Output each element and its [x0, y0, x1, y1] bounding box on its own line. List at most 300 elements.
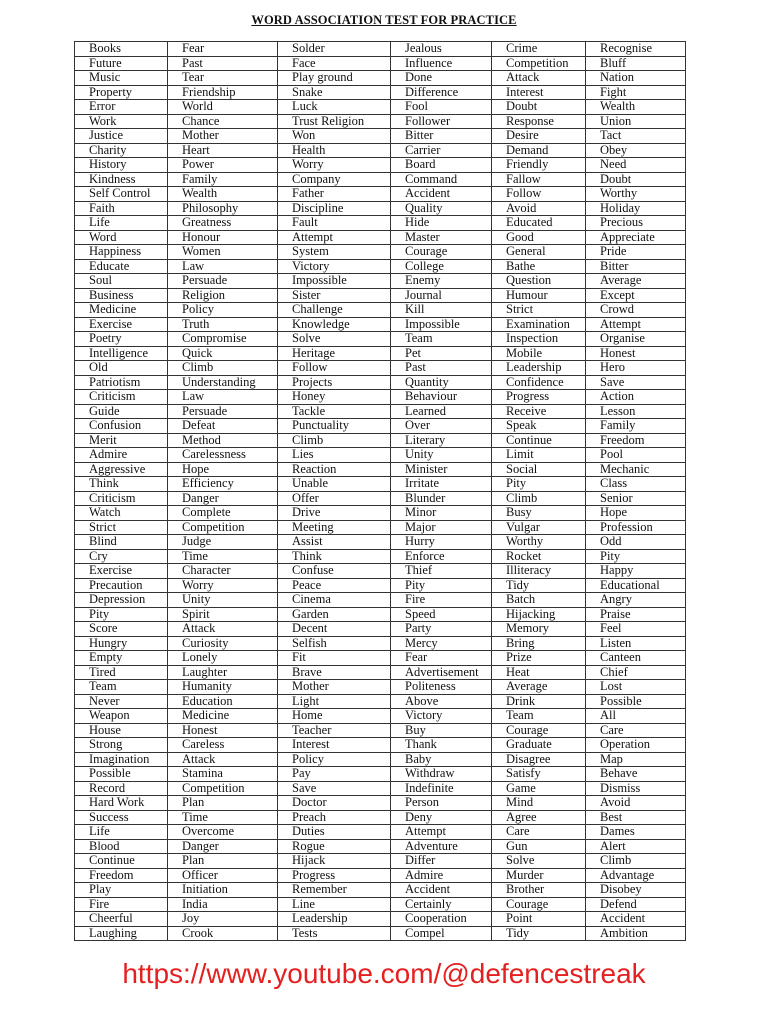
word-cell: Understanding — [168, 375, 278, 390]
word-cell: Pity — [586, 549, 686, 564]
word-cell: Precaution — [75, 578, 168, 593]
word-cell: Score — [75, 622, 168, 637]
word-cell: Tidy — [492, 578, 586, 593]
table-row — [75, 578, 686, 593]
word-cell: Command — [391, 172, 492, 187]
word-cell: Laughter — [168, 665, 278, 680]
word-cell: Fight — [586, 85, 686, 100]
word-cell: Withdraw — [391, 767, 492, 782]
word-cell: Angry — [586, 593, 686, 608]
table-row — [75, 564, 686, 579]
word-cell: Accident — [391, 187, 492, 202]
word-cell: Holiday — [586, 201, 686, 216]
word-cell: Fire — [391, 593, 492, 608]
word-cell: All — [586, 709, 686, 724]
word-cell: Hope — [168, 462, 278, 477]
word-cell: Drink — [492, 694, 586, 709]
word-cell: Freedom — [75, 868, 168, 883]
word-cell: Doctor — [278, 796, 391, 811]
word-cell: Quality — [391, 201, 492, 216]
word-cell: Women — [168, 245, 278, 260]
table-row — [75, 694, 686, 709]
word-cell: Solve — [278, 332, 391, 347]
table-row — [75, 216, 686, 231]
word-cell: Prize — [492, 651, 586, 666]
word-cell: Law — [168, 259, 278, 274]
word-cell: Truth — [168, 317, 278, 332]
word-cell: Point — [492, 912, 586, 927]
word-cell: Admire — [75, 448, 168, 463]
word-cell: Attempt — [278, 230, 391, 245]
word-cell: Worthy — [586, 187, 686, 202]
word-cell: Good — [492, 230, 586, 245]
word-cell: Admire — [391, 868, 492, 883]
word-cell: Knowledge — [278, 317, 391, 332]
word-cell: Courage — [492, 723, 586, 738]
word-cell: Worthy — [492, 535, 586, 550]
word-cell: Indefinite — [391, 781, 492, 796]
word-cell: Decent — [278, 622, 391, 637]
word-cell: Busy — [492, 506, 586, 521]
word-cell: Overcome — [168, 825, 278, 840]
word-cell: Courage — [391, 245, 492, 260]
word-cell: Game — [492, 781, 586, 796]
word-cell: Response — [492, 114, 586, 129]
word-cell: Honour — [168, 230, 278, 245]
word-cell: Team — [391, 332, 492, 347]
word-cell: Adventure — [391, 839, 492, 854]
word-cell: Crook — [168, 926, 278, 941]
word-cell: Done — [391, 71, 492, 86]
word-cell: Light — [278, 694, 391, 709]
word-cell: Mercy — [391, 636, 492, 651]
table-row — [75, 433, 686, 448]
word-cell: Strong — [75, 738, 168, 753]
word-cell: Behaviour — [391, 390, 492, 405]
table-row — [75, 462, 686, 477]
word-cell: Accident — [586, 912, 686, 927]
word-cell: Victory — [391, 709, 492, 724]
word-cell: Heart — [168, 143, 278, 158]
word-cell: Tact — [586, 129, 686, 144]
word-cell: Person — [391, 796, 492, 811]
word-cell: Average — [586, 274, 686, 289]
word-cell: Judge — [168, 535, 278, 550]
word-cell: Baby — [391, 752, 492, 767]
word-cell: Mind — [492, 796, 586, 811]
word-cell: Humanity — [168, 680, 278, 695]
table-row — [75, 897, 686, 912]
word-cell: Laughing — [75, 926, 168, 941]
table-row — [75, 839, 686, 854]
word-cell: Power — [168, 158, 278, 173]
word-cell: Master — [391, 230, 492, 245]
word-cell: Alert — [586, 839, 686, 854]
word-cell: Murder — [492, 868, 586, 883]
word-cell: Agree — [492, 810, 586, 825]
word-cell: Merit — [75, 433, 168, 448]
word-cell: Books — [75, 42, 168, 57]
word-cell: Fit — [278, 651, 391, 666]
word-cell: Fool — [391, 100, 492, 115]
word-cell: Courage — [492, 897, 586, 912]
word-cell: Educated — [492, 216, 586, 231]
word-cell: Past — [168, 56, 278, 71]
word-cell: Gun — [492, 839, 586, 854]
table-row — [75, 549, 686, 564]
table-row — [75, 535, 686, 550]
word-cell: Confuse — [278, 564, 391, 579]
table-row — [75, 317, 686, 332]
word-cell: Enemy — [391, 274, 492, 289]
word-cell: Solve — [492, 854, 586, 869]
word-cell: Avoid — [492, 201, 586, 216]
word-cell: Union — [586, 114, 686, 129]
word-cell: Carrier — [391, 143, 492, 158]
word-cell: Family — [168, 172, 278, 187]
table-row — [75, 854, 686, 869]
word-cell: Unity — [391, 448, 492, 463]
word-cell: Lonely — [168, 651, 278, 666]
word-cell: Buy — [391, 723, 492, 738]
word-cell: Leadership — [492, 361, 586, 376]
word-cell: System — [278, 245, 391, 260]
word-cell: Jealous — [391, 42, 492, 57]
word-cell: Board — [391, 158, 492, 173]
word-cell: Lost — [586, 680, 686, 695]
word-cell: Possible — [75, 767, 168, 782]
word-cell: Tired — [75, 665, 168, 680]
word-cell: Poetry — [75, 332, 168, 347]
word-cell: Best — [586, 810, 686, 825]
word-cell: Disobey — [586, 883, 686, 898]
table-row — [75, 375, 686, 390]
word-cell: Pride — [586, 245, 686, 260]
table-row — [75, 723, 686, 738]
word-cell: Doubt — [492, 100, 586, 115]
word-cell: Bitter — [391, 129, 492, 144]
word-cell: Fallow — [492, 172, 586, 187]
word-cell: Dames — [586, 825, 686, 840]
word-cell: Deny — [391, 810, 492, 825]
word-cell: Persuade — [168, 404, 278, 419]
table-row — [75, 781, 686, 796]
word-cell: Average — [492, 680, 586, 695]
word-cell: Religion — [168, 288, 278, 303]
word-cell: Danger — [168, 839, 278, 854]
word-cell: Success — [75, 810, 168, 825]
word-cell: Quantity — [391, 375, 492, 390]
word-cell: Bluff — [586, 56, 686, 71]
table-row — [75, 230, 686, 245]
word-cell: Examination — [492, 317, 586, 332]
word-cell: Business — [75, 288, 168, 303]
word-cell: Offer — [278, 491, 391, 506]
table-row — [75, 158, 686, 173]
table-row — [75, 172, 686, 187]
word-cell: Play — [75, 883, 168, 898]
word-cell: Hope — [586, 506, 686, 521]
word-cell: Persuade — [168, 274, 278, 289]
word-cell: Joy — [168, 912, 278, 927]
word-cell: General — [492, 245, 586, 260]
word-cell: Blind — [75, 535, 168, 550]
word-cell: Faith — [75, 201, 168, 216]
word-cell: Tear — [168, 71, 278, 86]
word-cell: Save — [586, 375, 686, 390]
word-cell: Teacher — [278, 723, 391, 738]
table-row — [75, 419, 686, 434]
word-cell: Compel — [391, 926, 492, 941]
word-cell: Bring — [492, 636, 586, 651]
word-cell: Team — [75, 680, 168, 695]
word-cell: Heritage — [278, 346, 391, 361]
word-cell: Tackle — [278, 404, 391, 419]
word-cell: Enforce — [391, 549, 492, 564]
word-cell: Need — [586, 158, 686, 173]
word-cell: Duties — [278, 825, 391, 840]
word-cell: Bathe — [492, 259, 586, 274]
table-row — [75, 680, 686, 695]
table-row — [75, 738, 686, 753]
word-cell: Projects — [278, 375, 391, 390]
word-cell: Lesson — [586, 404, 686, 419]
table-row — [75, 665, 686, 680]
word-cell: Profession — [586, 520, 686, 535]
table-row — [75, 883, 686, 898]
word-cell: Error — [75, 100, 168, 115]
word-cell: Officer — [168, 868, 278, 883]
word-cell: Greatness — [168, 216, 278, 231]
word-cell: Preach — [278, 810, 391, 825]
word-cell: Follow — [278, 361, 391, 376]
table-row — [75, 520, 686, 535]
word-cell: Family — [586, 419, 686, 434]
table-row — [75, 448, 686, 463]
table-row — [75, 477, 686, 492]
word-cell: Hurry — [391, 535, 492, 550]
table-row — [75, 390, 686, 405]
word-cell: Home — [278, 709, 391, 724]
page-title: WORD ASSOCIATION TEST FOR PRACTICE — [251, 13, 517, 27]
word-cell: Pity — [391, 578, 492, 593]
word-cell: Unable — [278, 477, 391, 492]
word-cell: Doubt — [586, 172, 686, 187]
word-cell: Speak — [492, 419, 586, 434]
word-cell: Careless — [168, 738, 278, 753]
word-cell: Leadership — [278, 912, 391, 927]
word-cell: Snake — [278, 85, 391, 100]
word-cell: Cry — [75, 549, 168, 564]
word-cell: Follower — [391, 114, 492, 129]
word-cell: Play ground — [278, 71, 391, 86]
word-cell: Heat — [492, 665, 586, 680]
word-cell: Wealth — [168, 187, 278, 202]
table-row — [75, 143, 686, 158]
word-cell: Minister — [391, 462, 492, 477]
word-cell: Attack — [168, 752, 278, 767]
word-cell: Won — [278, 129, 391, 144]
word-cell: Imagination — [75, 752, 168, 767]
word-cell: Graduate — [492, 738, 586, 753]
word-cell: Climb — [492, 491, 586, 506]
word-cell: Cooperation — [391, 912, 492, 927]
word-cell: Father — [278, 187, 391, 202]
word-cell: Company — [278, 172, 391, 187]
word-cell: Policy — [278, 752, 391, 767]
word-cell: Hero — [586, 361, 686, 376]
word-cell: Line — [278, 897, 391, 912]
word-cell: Hijack — [278, 854, 391, 869]
word-cell: Past — [391, 361, 492, 376]
word-cell: Meeting — [278, 520, 391, 535]
word-cell: Accident — [391, 883, 492, 898]
word-cell: Criticism — [75, 390, 168, 405]
table-row — [75, 709, 686, 724]
word-cell: Confusion — [75, 419, 168, 434]
word-cell: Education — [168, 694, 278, 709]
word-cell: Think — [278, 549, 391, 564]
word-cell: Old — [75, 361, 168, 376]
word-cell: Method — [168, 433, 278, 448]
word-cell: Interest — [278, 738, 391, 753]
word-cell: Learned — [391, 404, 492, 419]
word-cell: Nation — [586, 71, 686, 86]
word-cell: Friendly — [492, 158, 586, 173]
word-cell: Impossible — [391, 317, 492, 332]
word-cell: Depression — [75, 593, 168, 608]
word-cell: Differ — [391, 854, 492, 869]
word-cell: Precious — [586, 216, 686, 231]
word-cell: Intelligence — [75, 346, 168, 361]
word-cell: Receive — [492, 404, 586, 419]
word-cell: Advertisement — [391, 665, 492, 680]
table-row — [75, 85, 686, 100]
word-cell: Desire — [492, 129, 586, 144]
word-cell: Guide — [75, 404, 168, 419]
table-row — [75, 56, 686, 71]
word-cell: Senior — [586, 491, 686, 506]
table-row — [75, 752, 686, 767]
word-cell: Stamina — [168, 767, 278, 782]
table-row — [75, 332, 686, 347]
word-cell: Disagree — [492, 752, 586, 767]
word-cell: Carelessness — [168, 448, 278, 463]
word-cell: Strict — [75, 520, 168, 535]
word-cell: Music — [75, 71, 168, 86]
word-cell: Attempt — [391, 825, 492, 840]
word-cell: Dismiss — [586, 781, 686, 796]
word-cell: Care — [586, 723, 686, 738]
word-cell: Character — [168, 564, 278, 579]
table-row — [75, 259, 686, 274]
word-cell: Peace — [278, 578, 391, 593]
table-row — [75, 303, 686, 318]
word-cell: Possible — [586, 694, 686, 709]
word-cell: Empty — [75, 651, 168, 666]
word-cell: Impossible — [278, 274, 391, 289]
word-cell: Politeness — [391, 680, 492, 695]
word-cell: Recognise — [586, 42, 686, 57]
word-cell: Attack — [168, 622, 278, 637]
word-cell: Tests — [278, 926, 391, 941]
word-cell: Weapon — [75, 709, 168, 724]
word-cell: Justice — [75, 129, 168, 144]
word-cell: Speed — [391, 607, 492, 622]
word-cell: Limit — [492, 448, 586, 463]
word-cell: Punctuality — [278, 419, 391, 434]
word-cell: Freedom — [586, 433, 686, 448]
word-table — [74, 41, 686, 941]
word-cell: Question — [492, 274, 586, 289]
word-cell: Friendship — [168, 85, 278, 100]
word-cell: Climb — [168, 361, 278, 376]
word-cell: Class — [586, 477, 686, 492]
word-cell: Reaction — [278, 462, 391, 477]
table-row — [75, 129, 686, 144]
word-cell: Initiation — [168, 883, 278, 898]
table-row — [75, 245, 686, 260]
word-cell: Obey — [586, 143, 686, 158]
word-cell: Defend — [586, 897, 686, 912]
word-cell: Map — [586, 752, 686, 767]
word-cell: Chance — [168, 114, 278, 129]
word-cell: Cinema — [278, 593, 391, 608]
word-cell: Educational — [586, 578, 686, 593]
word-cell: History — [75, 158, 168, 173]
table-row — [75, 187, 686, 202]
table-row — [75, 201, 686, 216]
table-row — [75, 361, 686, 376]
word-cell: Party — [391, 622, 492, 637]
word-cell: Influence — [391, 56, 492, 71]
word-cell: Sister — [278, 288, 391, 303]
word-cell: Work — [75, 114, 168, 129]
word-cell: Attack — [492, 71, 586, 86]
word-cell: Competition — [168, 520, 278, 535]
word-cell: Garden — [278, 607, 391, 622]
word-cell: Hide — [391, 216, 492, 231]
word-cell: Inspection — [492, 332, 586, 347]
table-row — [75, 346, 686, 361]
youtube-link[interactable]: https://www.youtube.com/@defencestreak — [122, 958, 646, 989]
table-row — [75, 404, 686, 419]
word-cell: Time — [168, 549, 278, 564]
table-row — [75, 868, 686, 883]
table-row — [75, 767, 686, 782]
table-row — [75, 607, 686, 622]
word-cell: Confidence — [492, 375, 586, 390]
word-table-body — [75, 42, 686, 941]
word-cell: Compromise — [168, 332, 278, 347]
table-row — [75, 825, 686, 840]
word-cell: Remember — [278, 883, 391, 898]
word-cell: Avoid — [586, 796, 686, 811]
table-row — [75, 71, 686, 86]
word-cell: Mechanic — [586, 462, 686, 477]
word-cell: Demand — [492, 143, 586, 158]
word-cell: Exercise — [75, 564, 168, 579]
word-cell: Rogue — [278, 839, 391, 854]
word-cell: Climb — [278, 433, 391, 448]
table-row — [75, 42, 686, 57]
word-cell: Strict — [492, 303, 586, 318]
word-cell: Batch — [492, 593, 586, 608]
word-cell: Wealth — [586, 100, 686, 115]
word-cell: Illiteracy — [492, 564, 586, 579]
word-cell: Pay — [278, 767, 391, 782]
word-cell: Irritate — [391, 477, 492, 492]
